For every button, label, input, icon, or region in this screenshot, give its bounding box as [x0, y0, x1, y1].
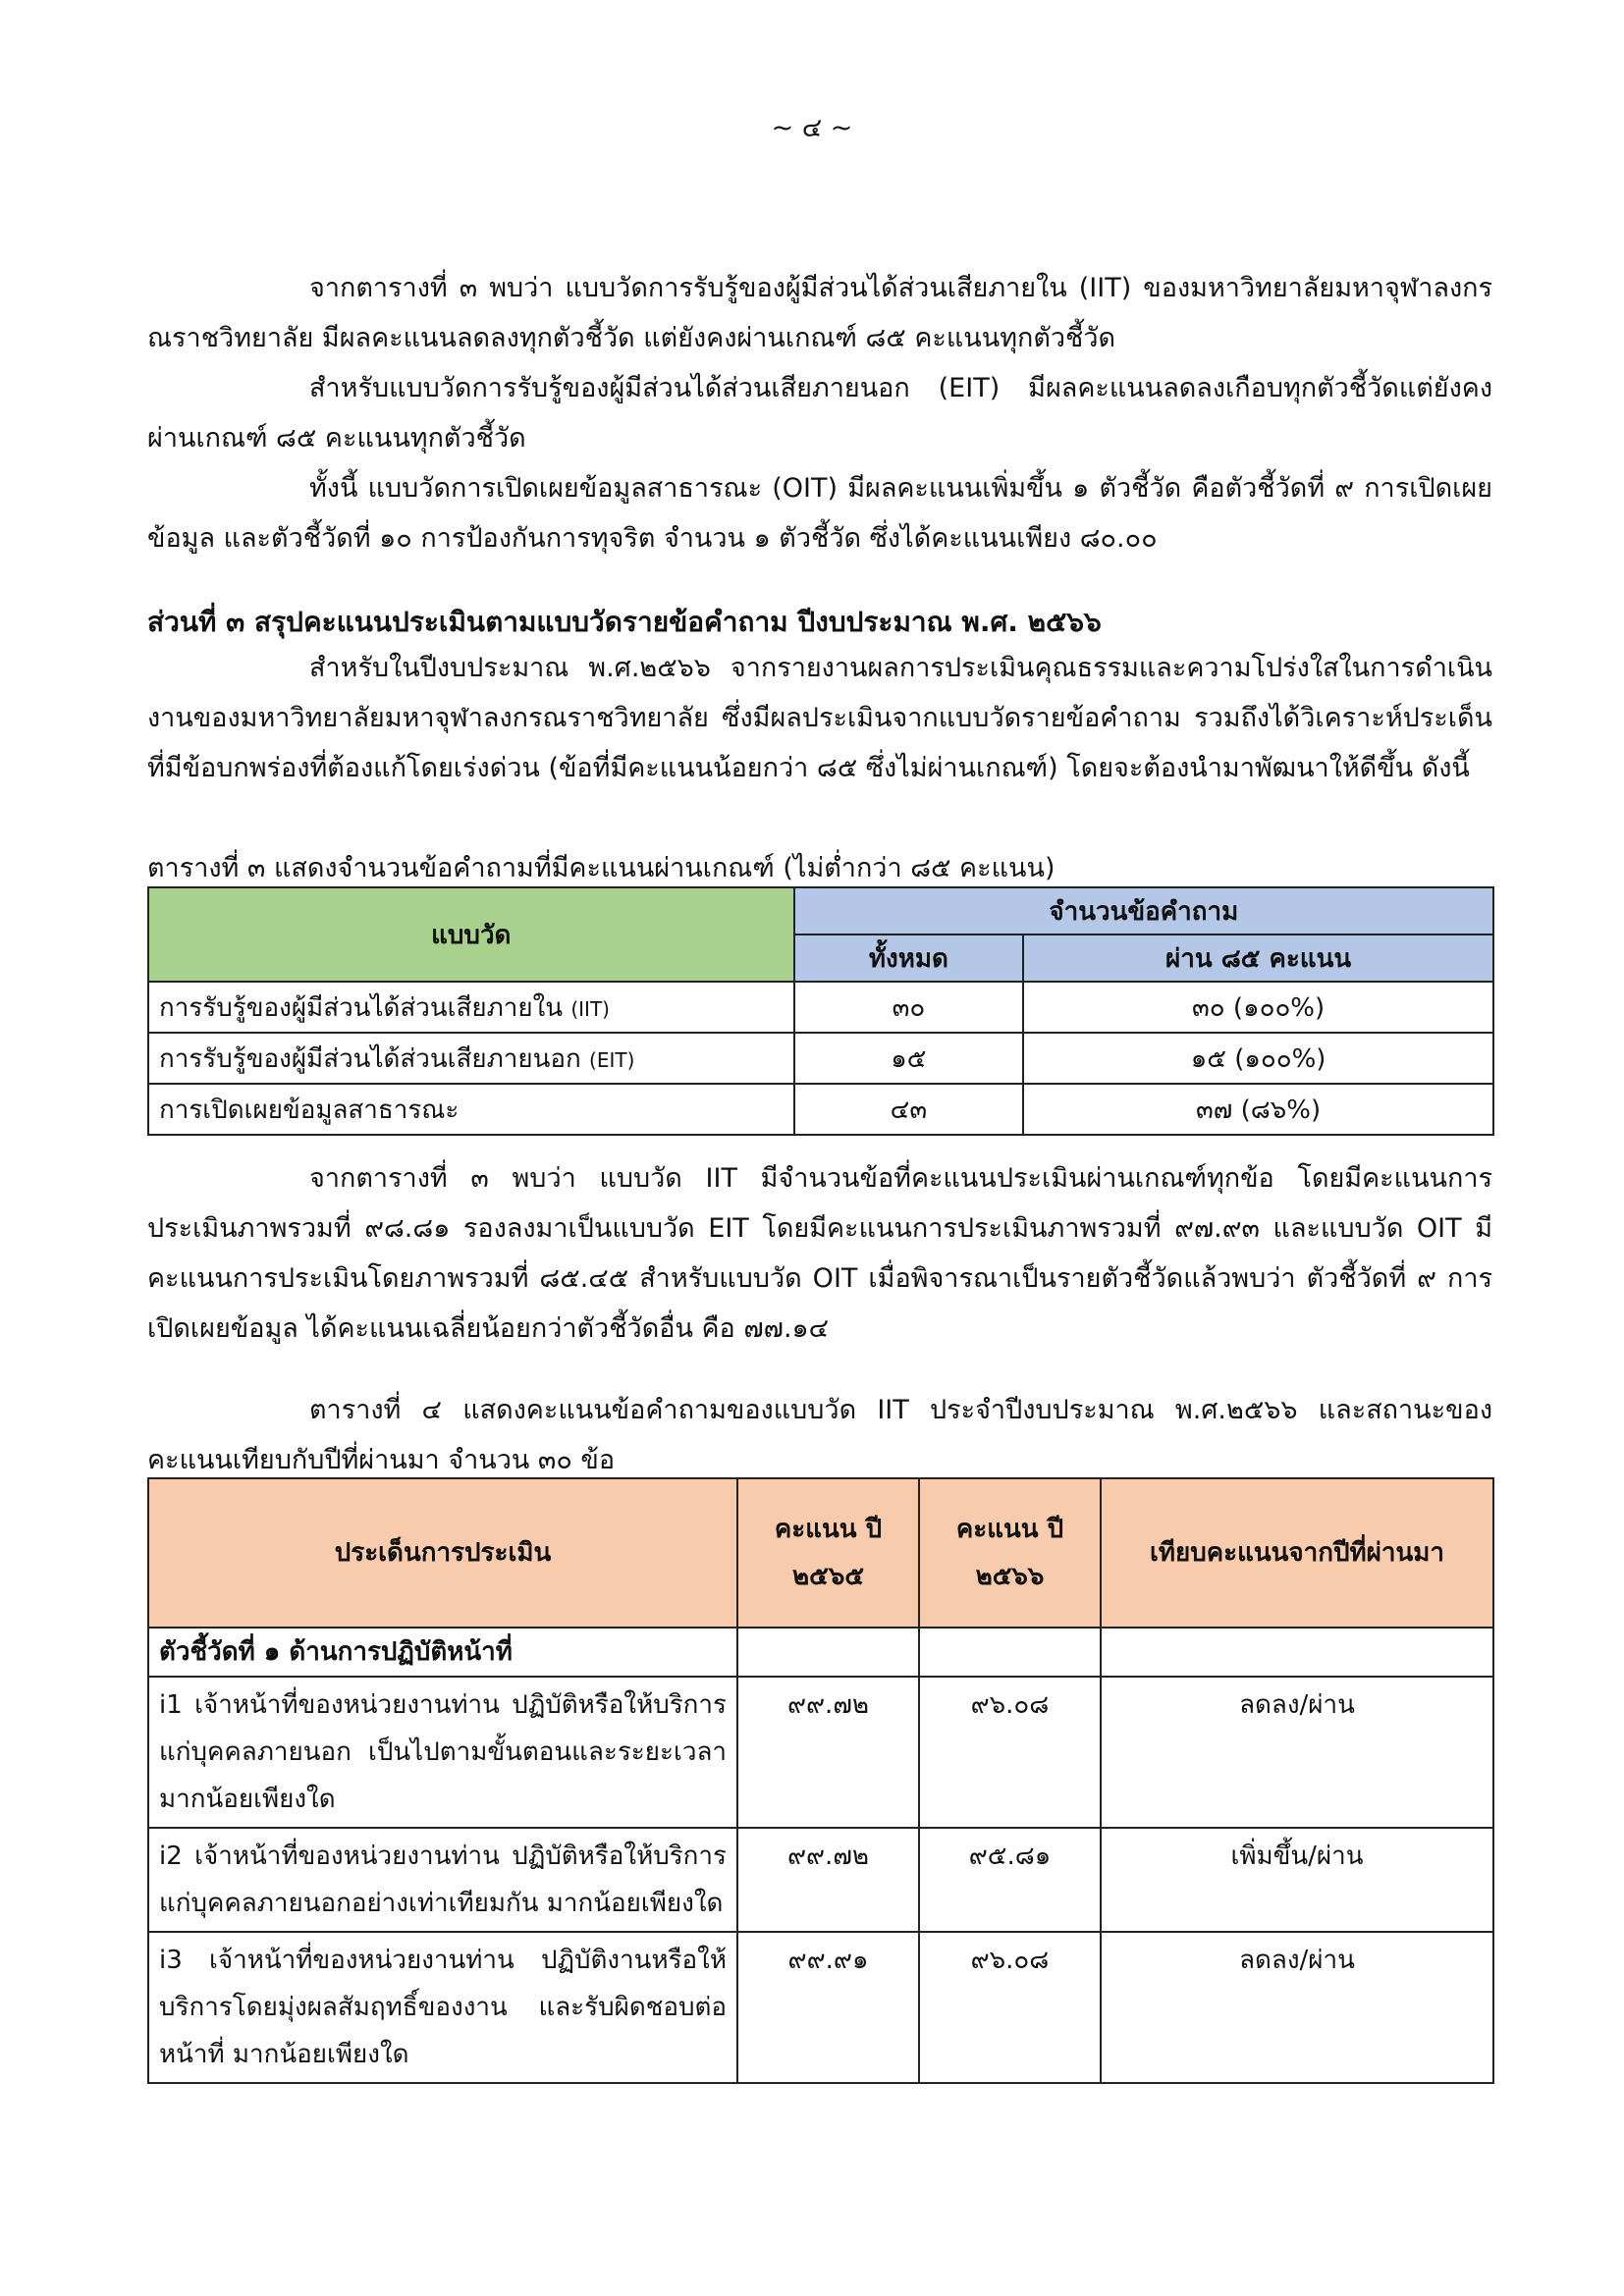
table3-cell-pass: ๑๕ (๑๐๐%) — [1023, 1033, 1493, 1084]
table4-cell-question: i3 เจ้าหน้าที่ของหน่วยงานท่าน ปฏิบัติงานหรือให้บริการโดยมุ่งผลสัมฤทธิ์ของงาน และรับผิดชอบต่อหน้าที่ มากน้อยเพียงใด — [148, 1932, 737, 2083]
table3-header-total: ทั้งหมด — [794, 934, 1024, 982]
table-row — [148, 1677, 1493, 1828]
table3-cell-pass: ๓๐ (๑๐๐%) — [1023, 982, 1493, 1033]
table-row — [148, 1033, 1493, 1084]
table4-header-score-2565: คะแนน ปี ๒๕๖๕ — [737, 1478, 919, 1628]
table-row — [148, 1828, 1493, 1932]
table3-cell-total: ๓๐ — [794, 982, 1024, 1033]
table4-header-issue: ประเด็นการประเมิน — [148, 1478, 737, 1628]
table4-cell-score-2566: ๙๖.๐๘ — [919, 1932, 1101, 2083]
table3-header-count: จำนวนข้อคำถาม — [794, 887, 1493, 934]
paragraph-oit-summary: ทั้งนี้ แบบวัดการเปิดเผยข้อมูลสาธารณะ (OIT) มีผลคะแนนเพิ่มขึ้น ๑ ตัวชี้วัด คือตัวชี้วัดที่ ๙ การเปิดเผยข้อมูล และตัวชี้วัดที่ ๑๐ การป้องกันการทุจริต จำนวน ๑ ตัวชี้วัด ซึ่งได้คะแนนเพียง ๘๐.๐๐ — [147, 473, 1492, 554]
paragraph-table3-analysis: จากตารางที่ ๓ พบว่า แบบวัด IIT มีจำนวนข้อที่คะแนนประเมินผ่านเกณฑ์ทุกข้อ โดยมีคะแนนการประเมินภาพรวมที่ ๙๘.๘๑ รองลงมาเป็นแบบวัด EIT โดยมีคะแนนการประเมินภาพรวมที่ ๙๗.๙๓ และแบบวัด OIT มีคะแนนการประเมินโดยภาพรวมที่ ๘๕.๔๕ สำหรับแบบวัด OIT เมื่อพิจารณาเป็นรายตัวชี้วัดแล้วพบว่า ตัวชี้วัดที่ ๙ การเปิดเผยข้อมูล ได้คะแนนเฉลี่ยน้อยกว่าตัวชี้วัดอื่น คือ ๗๗.๑๔ — [147, 1163, 1492, 1344]
table4-cell-status: ลดลง/ผ่าน — [1101, 1677, 1493, 1828]
table4-cell-question: i2 เจ้าหน้าที่ของหน่วยงานท่าน ปฏิบัติหรือให้บริการแก่บุคคลภายนอกอย่างเท่าเทียมกัน มากน้อยเพียงใด — [148, 1828, 737, 1932]
table4-cell-status: ลดลง/ผ่าน — [1101, 1932, 1493, 2083]
table4-cell-score-2566: ๙๖.๐๘ — [919, 1677, 1101, 1828]
table4-caption: ตารางที่ ๔ แสดงคะแนนข้อคำถามของแบบวัด IIT ประจำปีงบประมาณ พ.ศ.๒๕๖๖ และสถานะของคะแนนเทียบกับปีที่ผ่านมา จำนวน ๓๐ ข้อ — [147, 1395, 1492, 1475]
table-row — [148, 982, 1493, 1033]
table4 — [147, 1477, 1494, 2084]
paragraph-eit-summary: สำหรับแบบวัดการรับรู้ของผู้มีส่วนได้ส่วนเสียภายนอก (EIT) มีผลคะแนนลดลงเกือบทุกตัวชี้วัดแต่ยังคงผ่านเกณฑ์ ๘๕ คะแนนทุกตัวชี้วัด — [147, 373, 1492, 454]
table4-header-score-2566: คะแนน ปี ๒๕๖๖ — [919, 1478, 1101, 1628]
table4-cell-score-2565: ๙๙.๙๑ — [737, 1932, 919, 2083]
table3-cell-name: การรับรู้ของผู้มีส่วนได้ส่วนเสียภายนอก (EIT) — [148, 1033, 794, 1084]
table4-cell-question: i1 เจ้าหน้าที่ของหน่วยงานท่าน ปฏิบัติหรือให้บริการแก่บุคคลภายนอก เป็นไปตามขั้นตอนและระยะเวลา มากน้อยเพียงใด — [148, 1677, 737, 1828]
section-heading: ส่วนที่ ๓ สรุปคะแนนประเมินตามแบบวัดรายข้อคำถาม ปีงบประมาณ พ.ศ. ๒๕๖๖ — [147, 606, 1102, 638]
paragraph-iit-summary: จากตารางที่ ๓ พบว่า แบบวัดการรับรู้ของผู้มีส่วนได้ส่วนเสียภายใน (IIT) ของมหาวิทยาลัยมหาจุฬาลงกรณราชวิทยาลัย มีผลคะแนนลดลงทุกตัวชี้วัด แต่ยังคงผ่านเกณฑ์ ๘๕ คะแนนทุกตัวชี้วัด — [147, 273, 1492, 353]
table3-cell-total: ๔๓ — [794, 1084, 1024, 1135]
table3 — [147, 886, 1494, 1136]
table4-cell-score-2565: ๙๙.๗๒ — [737, 1828, 919, 1932]
page-number: ~ ๔ ~ — [771, 113, 853, 143]
table4-cell-status: เพิ่มขึ้น/ผ่าน — [1101, 1828, 1493, 1932]
paragraph-section-intro: สำหรับในปีงบประมาณ พ.ศ.๒๕๖๖ จากรายงานผลการประเมินคุณธรรมและความโปร่งใสในการดำเนินงานของมหาวิทยาลัยมหาจุฬาลงกรณราชวิทยาลัย ซึ่งมีผลประเมินจากแบบวัดรายข้อคำถาม รวมถึงได้วิเคราะห์ประเด็นที่มีข้อบกพร่องที่ต้องแก้โดยเร่งด่วน (ข้อที่มีคะแนนน้อยกว่า ๘๕ ซึ่งไม่ผ่านเกณฑ์) โดยจะต้องนำมาพัฒนาให้ดีขึ้น ดังนี้ — [147, 653, 1492, 783]
table-row — [148, 1084, 1493, 1135]
table3-caption: ตารางที่ ๓ แสดงจำนวนข้อคำถามที่มีคะแนนผ่านเกณฑ์ (ไม่ต่ำกว่า ๘๕ คะแนน) — [147, 853, 1056, 883]
table3-header-pass: ผ่าน ๘๕ คะแนน — [1023, 934, 1493, 982]
table4-cell-score-2566: ๙๕.๘๑ — [919, 1828, 1101, 1932]
table-row — [148, 1932, 1493, 2083]
table3-header-measure: แบบวัด — [148, 887, 794, 982]
table3-cell-pass: ๓๗ (๘๖%) — [1023, 1084, 1493, 1135]
table4-cell-score-2565: ๙๙.๗๒ — [737, 1677, 919, 1828]
table3-cell-name: การรับรู้ของผู้มีส่วนได้ส่วนเสียภายใน (IIT) — [148, 982, 794, 1033]
table3-cell-name: การเปิดเผยข้อมูลสาธารณะ — [148, 1084, 794, 1135]
table3-cell-total: ๑๕ — [794, 1033, 1024, 1084]
table4-header-compare: เทียบคะแนนจากปีที่ผ่านมา — [1101, 1478, 1493, 1628]
table4-group-label: ตัวชี้วัดที่ ๑ ด้านการปฏิบัติหน้าที่ — [148, 1628, 737, 1677]
